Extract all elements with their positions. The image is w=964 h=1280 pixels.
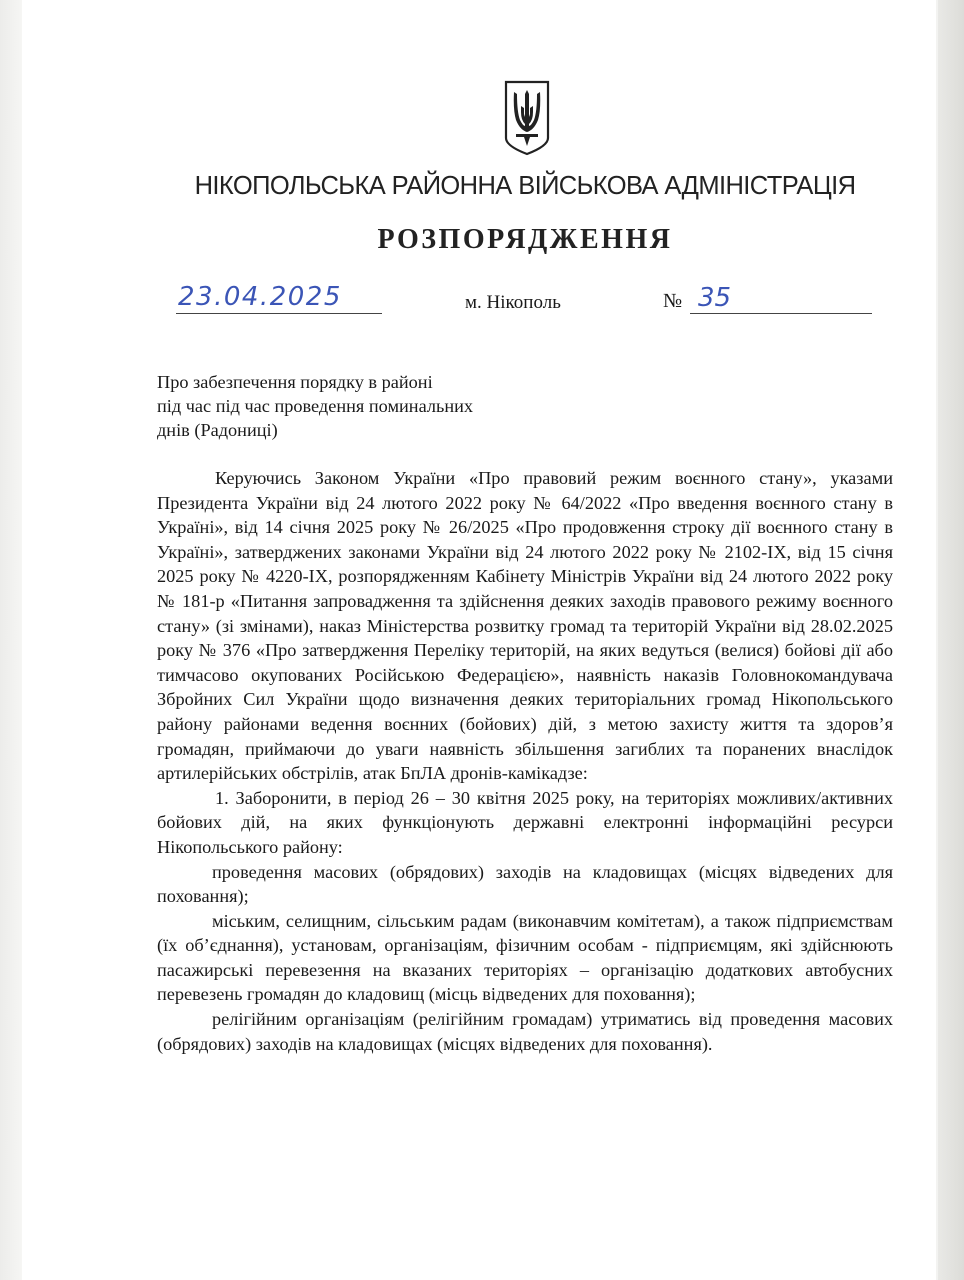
trident-emblem-icon — [502, 80, 552, 156]
handwritten-date: 23.04.2025 — [178, 282, 342, 312]
organization-name: НІКОПОЛЬСЬКА РАЙОННА ВІЙСЬКОВА АДМІНІСТРАЦІЯ — [194, 172, 856, 200]
city-label: м. Нікополь — [465, 292, 561, 313]
scan-edge-right — [938, 0, 964, 1280]
subject-line-1: Про забезпечення порядку в районі — [157, 372, 433, 392]
subject-line-3: днів (Радониці) — [157, 420, 278, 440]
subject-line-2: під час під час проведення поминальних — [157, 396, 474, 416]
number-label: № — [663, 290, 683, 312]
date-underline — [176, 313, 382, 314]
document-body — [157, 466, 893, 1056]
document-subject — [157, 370, 557, 442]
item-1-subpoint-1: проведення масових (обрядових) заходів на кладовищах (місцях відведених для поховання); — [157, 861, 893, 907]
number-underline — [690, 313, 872, 314]
item-1-subpoint-2: міським, селищним, сільським радам (виконавчим комітетам), а також підприємствам (їх об’єднання), установам, організаціям, фізичним особам - підприємцям, які здійснюють пасажирські перевезення на вказаних територіях – організацію додаткових автобусних перевезень громадян до кладовищ (місць відведених для поховання); — [157, 910, 893, 1005]
item-1-subpoint-3: релігійним організаціям (релігійним громадам) утриматись від проведення масових (обрядових) заходів на кладовищах (місцях відведених для поховання). — [157, 1009, 893, 1054]
handwritten-number: 35 — [698, 283, 732, 313]
preamble-paragraph: Керуючись Законом України «Про правовий режим воєнного стану», указами Президента України від 24 лютого 2022 року № 64/2022 «Про введення воєнного стану в Україні», від 14 січня 2025 року № 26/2025 «Про продовження строку дії воєнного стану в Україні», затверджених законами України від 24 лютого 2022 року № 2102-IX, від 15 січня 2025 року № 4220-IX, розпорядженням Кабінету Міністрів України від 24 лютого 2022 року № 181-р «Питання запровадження та здійснення деяких заходів правового режиму воєнного стану» (зі змінами), наказ Міністерства розвитку громад та територій України від 28.02.2025 року № 376 «Про затвердження Переліку територій, на яких ведуться (велися) бойові дії або тимчасово окупованих Російською Федерацією», наявність наказів Головнокомандувача Збройних Сил України щодо визначення деяких територіальних громад Нікопольського району районами ведення воєнних (бойових) дій, з метою захисту життя та здоров’я громадян, приймаючи до уваги наявність збільшення загиблих та поранених внаслідок артилерійських обстрілів, атак БпЛА дронів-камікадзе: — [157, 468, 893, 784]
scan-edge-left — [0, 0, 22, 1280]
item-1-paragraph: 1. Заборонити, в період 26 – 30 квітня 2025 року, на територіях можливих/активних бойових дій, на яких функціонують державні електронні інформаційні ресурси Нікопольського району: — [157, 787, 893, 857]
document-type-title: РОЗПОРЯДЖЕННЯ — [377, 224, 673, 255]
